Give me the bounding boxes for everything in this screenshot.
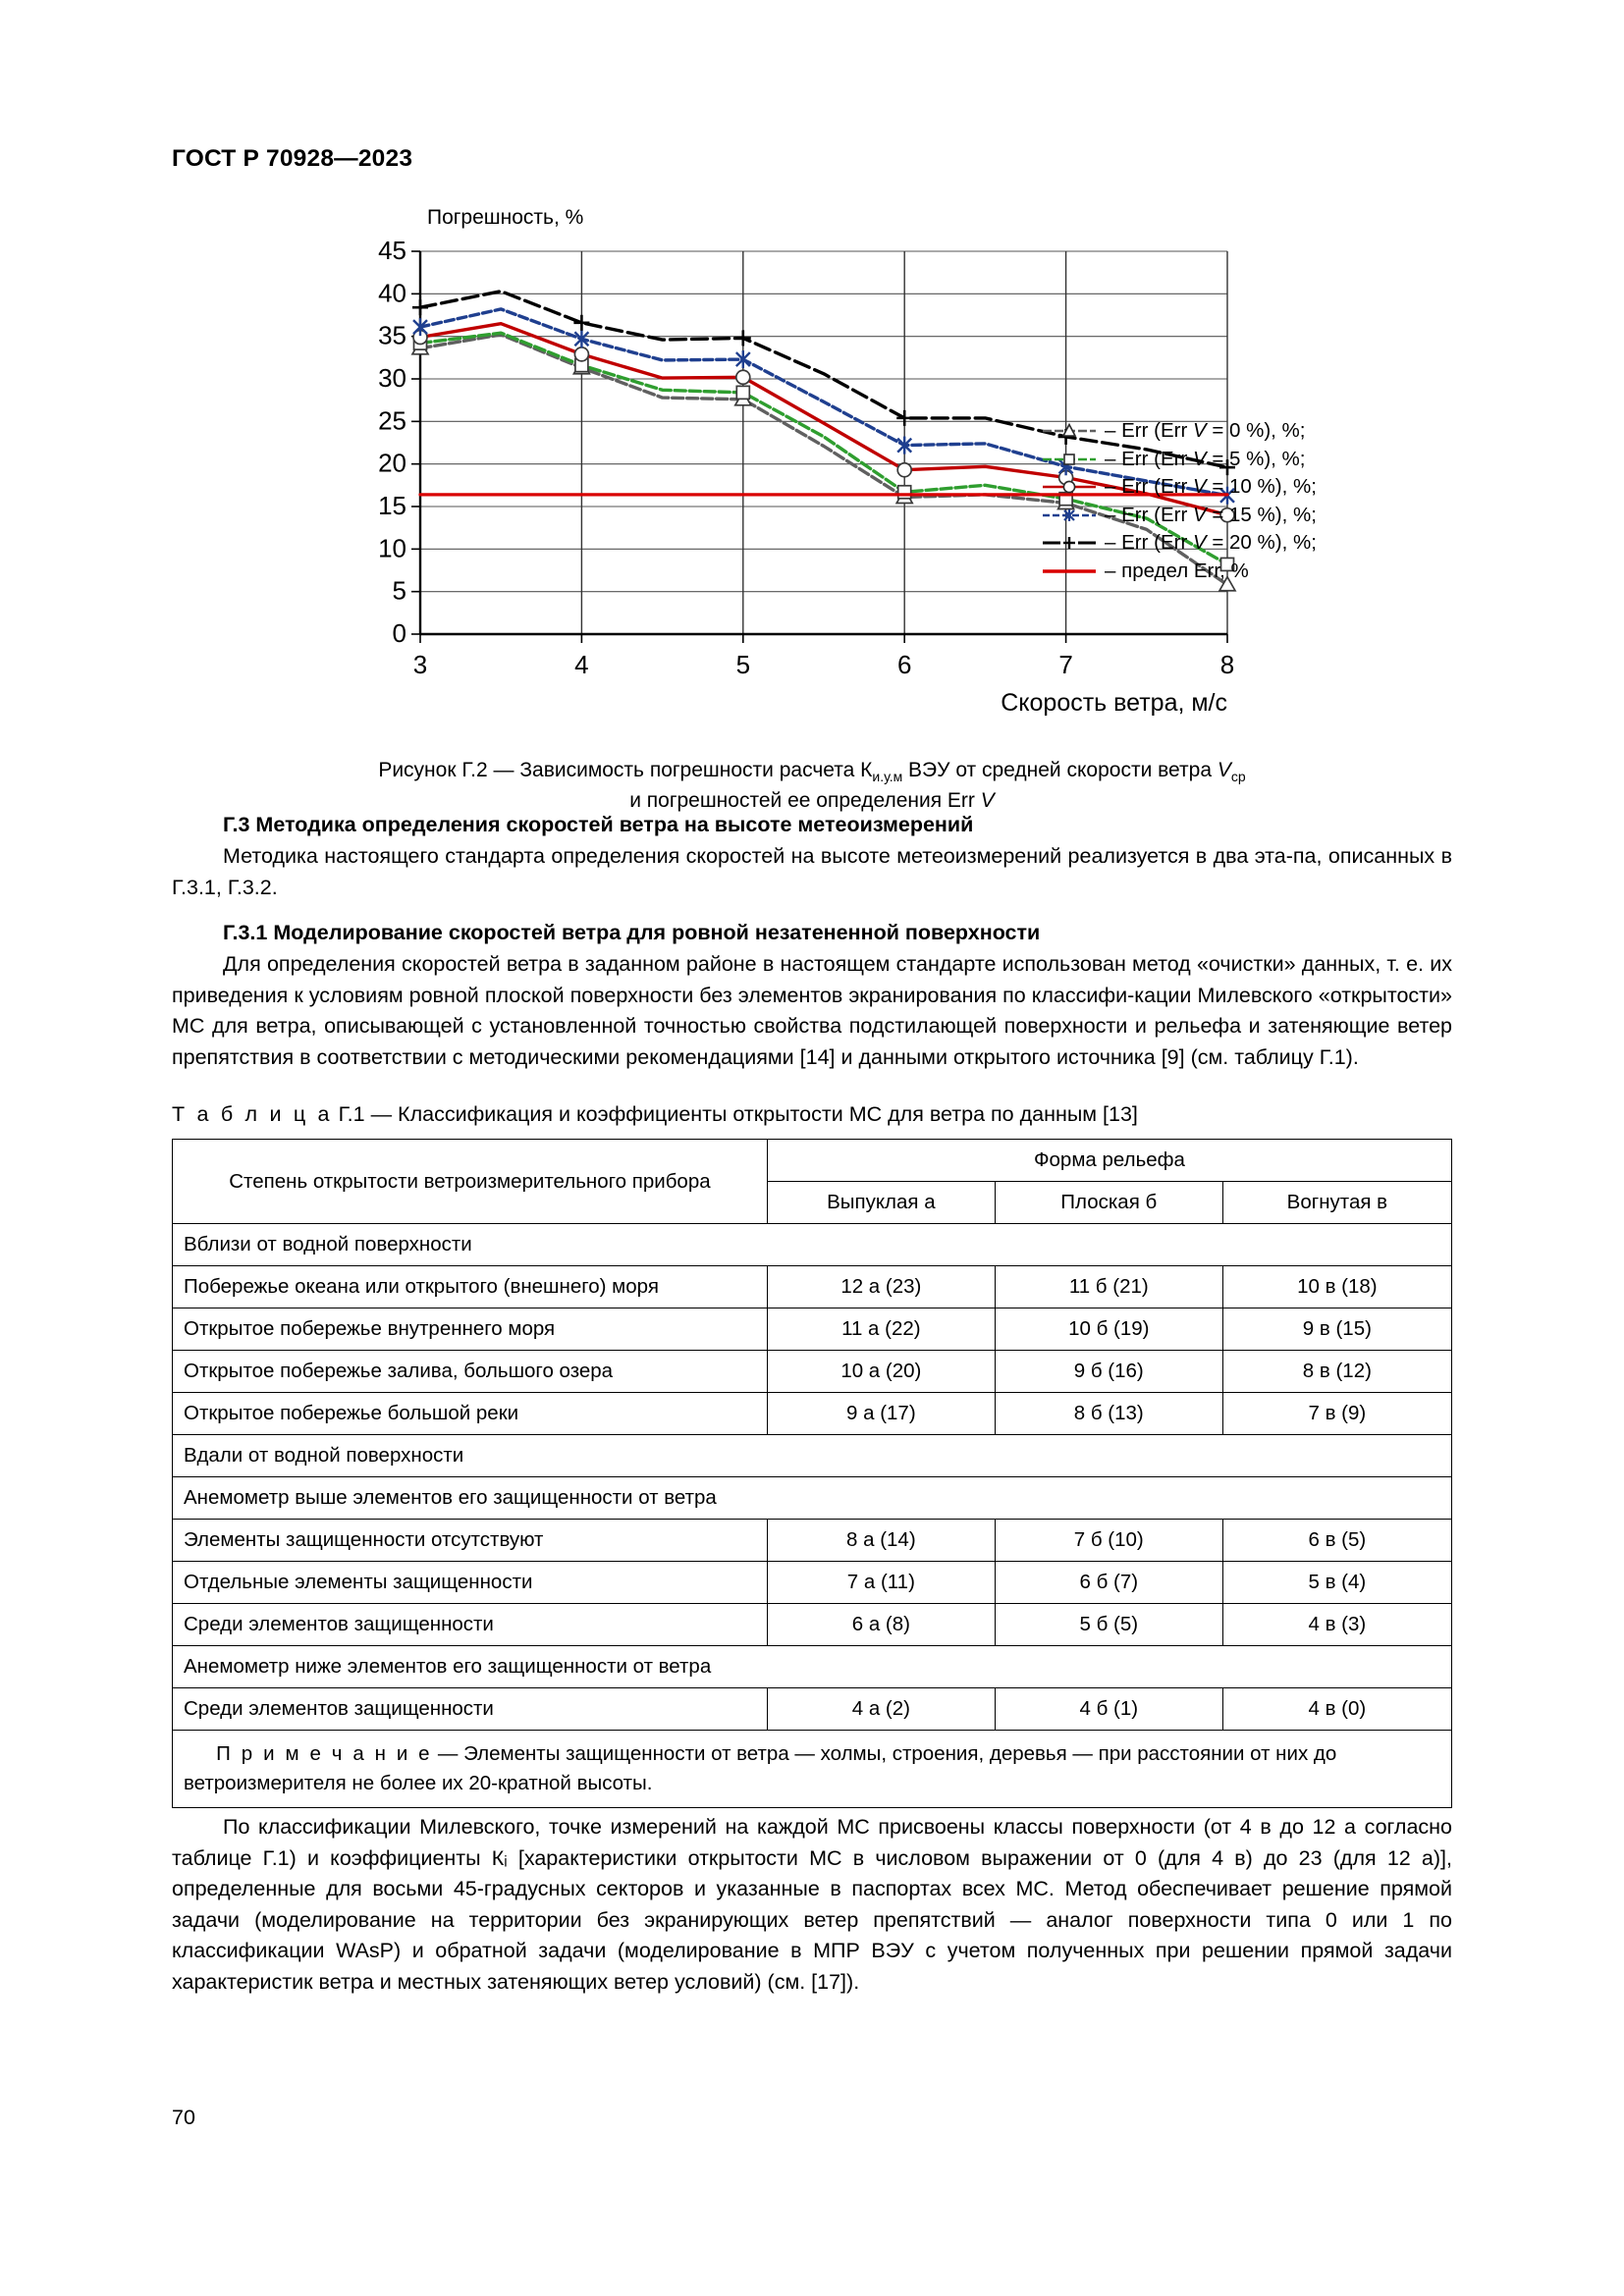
table-cell-value: 8 б (13) [995,1393,1222,1435]
table-cell-value: 4 а (2) [767,1688,995,1731]
legend-label: – Err (Err V = 20 %), %; [1105,531,1317,554]
x-axis-tick-label: 3 [412,650,428,679]
y-axis-tick-label: 25 [378,405,406,436]
table-header-degree: Степень открытости ветроизмерительного прибора [173,1140,768,1224]
data-point-marker [896,410,912,426]
table-head [173,1140,1452,1224]
y-axis-tick-label: 30 [378,363,406,393]
table-cell-value: 10 в (18) [1222,1266,1451,1308]
table-row [173,1688,1452,1731]
legend-label: – Err (Err V = 10 %), %; [1105,475,1317,498]
table-cell-label: Побережье океана или открытого (внешнего) моря [173,1266,768,1308]
table-note [173,1731,1452,1808]
legend-marker-star-icon [1041,506,1098,525]
table-cell-label: Открытое побережье большой реки [173,1393,768,1435]
legend-label: – Err (Err V = 5 %), %; [1105,447,1306,470]
document-header: ГОСТ Р 70928—2023 [172,145,413,172]
table-row [173,1477,1452,1520]
table-row [173,1604,1452,1646]
table-cell-label: Открытое побережье залива, большого озера [173,1351,768,1393]
chart-y-axis-label: Погрешность, % [427,206,584,229]
table-cell-value: 8 в (12) [1222,1351,1451,1393]
table-header-convex: Выпуклая а [767,1182,995,1224]
table-group-label: Вблизи от водной поверхности [173,1224,1452,1266]
table-cell-value: 5 б (5) [995,1604,1222,1646]
table-cell-value: 6 в (5) [1222,1520,1451,1562]
paragraph-final: По классификации Милевского, точке измерений на каждой МС присвоены классы поверхности (от 4 в до 12 а согласно таблице Г.1) и коэффициенты Кᵢ [характеристики открытости МС в числовом выражении от 0 (для 4 в) до 23 (для 12 а)], определенные для восьми 45-градусных секторов и указанные в паспортах всех МС. Метод обеспечивает решение прямой задачи (моделирование на территории без экранирующих ветер препятствий — аналог поверхности типа 0 или 1 по классификации WAsP) и обратной задачи (моделирование в МПР ВЭУ с учетом полученных при решении прямой задачи характеристик ветра и местных затеняющих ветер условий) (см. [17]). [172,1815,1452,1994]
figure-g2 [172,206,1452,812]
x-axis-tick-label: 5 [735,650,751,679]
y-axis-tick-label: 45 [378,236,406,265]
table-caption-text: Г.1 — Классификация и коэффициенты открытости МС для ветра по данным [13] [332,1102,1138,1126]
chart-legend [1041,417,1317,585]
table-cell-value: 4 в (3) [1222,1604,1451,1646]
y-axis-tick-label: 40 [378,278,406,308]
table-body [173,1224,1452,1808]
y-axis-tick-label: 10 [378,533,406,563]
table-cell-value: 4 б (1) [995,1688,1222,1731]
table-row [173,1435,1452,1477]
table-group-label: Анемометр ниже элементов его защищенности от ветра [173,1646,1452,1688]
table-cell-value: 9 в (15) [1222,1308,1451,1351]
figure-caption [172,756,1452,816]
data-point-marker [897,463,911,477]
legend-marker-square-icon [1041,450,1098,469]
table-header-flat: Плоская б [995,1182,1222,1224]
table-cell-value: 8 а (14) [767,1520,995,1562]
table-cell-value: 12 а (23) [767,1266,995,1308]
table-cell-value: 11 а (22) [767,1308,995,1351]
data-point-marker [735,330,751,346]
table-cell-value: 6 а (8) [767,1604,995,1646]
legend-limit-line-icon [1041,561,1098,581]
table-cell-value: 5 в (4) [1222,1562,1451,1604]
legend-item [1041,558,1317,586]
table-cell-value: 4 в (0) [1222,1688,1451,1731]
x-axis-tick-label: 4 [574,650,589,679]
table-header-row [173,1140,1452,1182]
chart-x-axis-label: Скорость ветра, м/с [1001,689,1227,717]
y-axis-tick-label: 0 [392,618,406,648]
data-point-marker [736,386,749,399]
table-caption-label: Т а б л и ц а [172,1102,333,1126]
paragraph-g31: Для определения скоростей ветра в заданном районе в настоящем стандарте использован метод «очистки» данных, т. е. их приведения к условиям ровной плоской поверхности без элементов экранирования по классифи-кации Милевского «открытости» МС для ветра, описывающей с установленной точностью свойства подстилающей поверхности и рельефа и затеняющие ветер препятствия в соответствии с методическими рекомендациями [14] и данными открытого источника [9] (см. таблицу Г.1). [172,952,1452,1069]
table-cell-value: 7 б (10) [995,1520,1222,1562]
y-axis-tick-label: 15 [378,491,406,520]
legend-marker-circle-icon [1041,477,1098,497]
table-group-label: Анемометр выше элементов его защищенности от ветра [173,1477,1452,1520]
legend-label: – Err (Err V = 15 %), %; [1105,503,1317,526]
table-row [173,1562,1452,1604]
data-point-marker [898,486,911,499]
table-cell-label: Отдельные элементы защищенности [173,1562,768,1604]
y-axis-tick-label: 20 [378,448,406,478]
y-axis-tick-label: 35 [378,320,406,350]
table-row [173,1308,1452,1351]
table-cell-value: 11 б (21) [995,1266,1222,1308]
table-row [173,1224,1452,1266]
x-axis-tick-label: 8 [1219,650,1235,679]
table-cell-label: Элементы защищенности отсутствуют [173,1520,768,1562]
table-row [173,1520,1452,1562]
table-header-concave: Вогнутая в [1222,1182,1451,1224]
table-cell-value: 10 а (20) [767,1351,995,1393]
legend-item [1041,417,1317,446]
table-cell-label: Среди элементов защищенности [173,1688,768,1731]
paragraph-g3: Методика настоящего стандарта определения скоростей на высоте метеоизмерений реализуется в два эта-па, описанных в Г.3.1, Г.3.2. [172,844,1452,899]
y-axis-tick-label: 5 [392,575,406,606]
x-axis-tick-label: 6 [896,650,912,679]
classification-table [172,1139,1452,1808]
legend-marker-triangle-icon [1041,421,1098,441]
table-cell-label: Открытое побережье внутреннего моря [173,1308,768,1351]
table-cell-value: 7 в (9) [1222,1393,1451,1435]
table-group-label: Вдали от водной поверхности [173,1435,1452,1477]
data-point-marker [736,370,750,384]
heading-g31: Г.3.1 Моделирование скоростей ветра для ровной незатененной поверхности [223,921,1041,944]
table-row [173,1351,1452,1393]
table-row [173,1646,1452,1688]
table-note-text: — Элементы защищенности от ветра — холмы, строения, деревья — при расстоянии от них до ветроизмерителя не более их 20-кратной высоты. [184,1742,1337,1794]
heading-g3: Г.3 Методика определения скоростей ветра на высоте метеоизмерений [223,813,974,836]
legend-item [1041,529,1317,558]
table-cell-value: 10 б (19) [995,1308,1222,1351]
legend-item [1041,473,1317,502]
page-number: 70 [172,2106,195,2129]
data-point-marker [412,299,428,315]
figure-caption-line2: и погрешностей ее определения Err V [629,789,995,812]
table-note-label: П р и м е ч а н и е [184,1742,433,1765]
legend-marker-plus-icon [1041,533,1098,553]
table-cell-value: 6 б (7) [995,1562,1222,1604]
table-cell-value: 9 б (16) [995,1351,1222,1393]
data-point-marker [574,347,588,361]
legend-item [1041,446,1317,474]
legend-label: – Err (Err V = 0 %), %; [1105,419,1306,442]
table-row [173,1393,1452,1435]
table-note-row [173,1731,1452,1808]
table-header-relief-group: Форма рельефа [767,1140,1451,1182]
table-cell-label: Среди элементов защищенности [173,1604,768,1646]
table-cell-value: 7 а (11) [767,1562,995,1604]
table-row [173,1266,1452,1308]
table-caption [172,1102,1452,1127]
table-cell-value: 9 а (17) [767,1393,995,1435]
legend-item [1041,502,1317,530]
x-axis-tick-label: 7 [1058,650,1073,679]
data-point-marker [573,315,589,331]
legend-label: – предел Err, % [1105,559,1249,582]
figure-caption-line1: Рисунок Г.2 — Зависимость погрешности расчета $К_{и.у.м}$ ВЭУ от средней скорости ветра $V_{ср}$ [378,759,1246,784]
